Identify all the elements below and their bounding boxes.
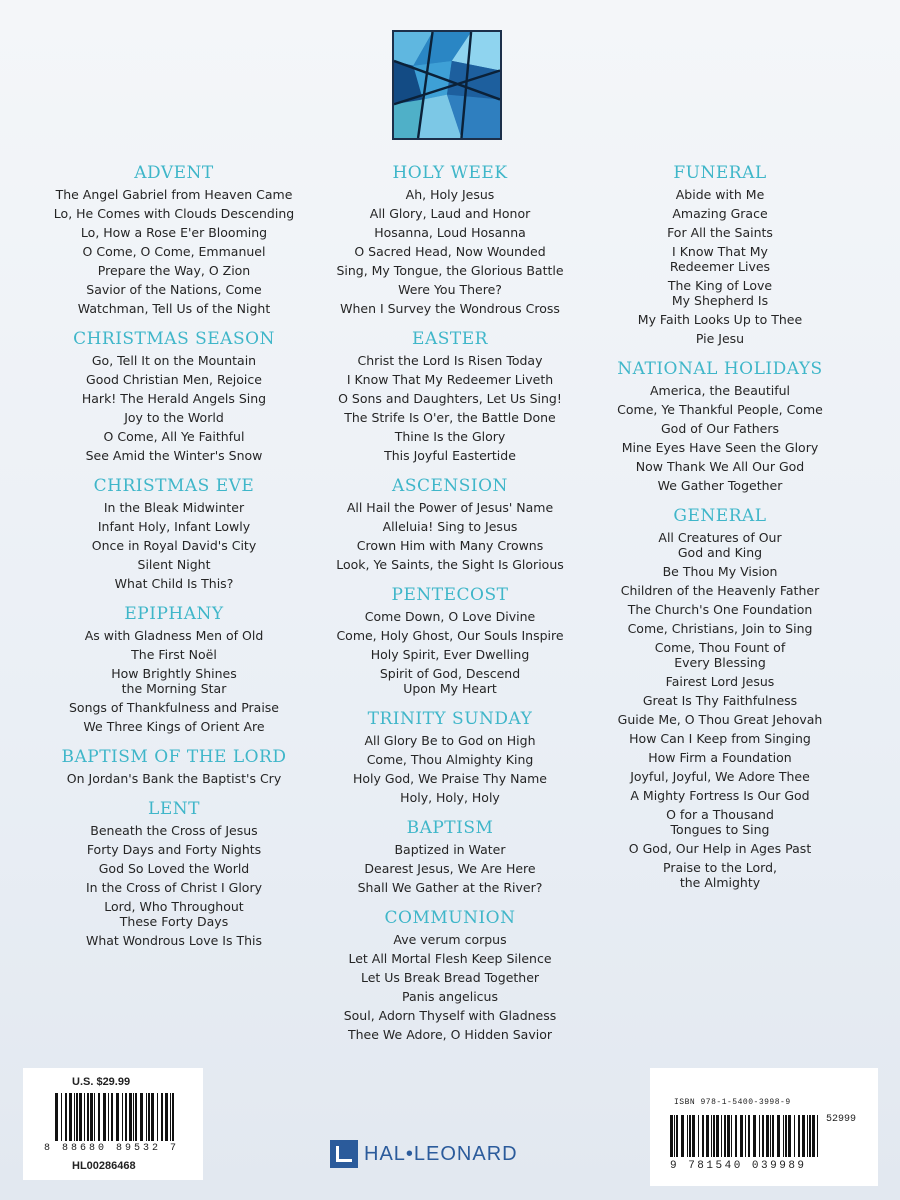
song-title: My Faith Looks Up to Thee (637, 312, 803, 327)
song-title: Holy, Holy, Holy (400, 790, 500, 805)
barcode-bar (731, 1115, 732, 1157)
barcode-bar (724, 1115, 726, 1157)
song-title: Christ the Lord Is Risen Today (357, 353, 543, 368)
song-title: America, the Beautiful (649, 383, 790, 398)
song-title: Look, Ye Saints, the Sight Is Glorious (336, 557, 564, 572)
song-title: When I Survey the Wondrous Cross (340, 301, 560, 316)
song-title: Abide with Me (675, 187, 765, 202)
barcode-bar (702, 1115, 704, 1157)
song-title: Amazing Grace (672, 206, 768, 221)
song-title: Come, Holy Ghost, Our Souls Inspire (336, 628, 564, 643)
barcode-bar (87, 1093, 89, 1141)
publisher-logo (330, 1136, 518, 1172)
song-title: Praise to the Lord, the Almighty (663, 860, 777, 890)
barcode-bar (802, 1115, 805, 1157)
section (29, 162, 319, 318)
song-title: Were You There? (398, 282, 502, 297)
song-title: Songs of Thankfulness and Praise (68, 700, 280, 715)
song-title: Hosanna, Loud Hosanna (374, 225, 526, 240)
column-3 (575, 162, 865, 902)
song-title: Holy Spirit, Ever Dwelling (370, 647, 530, 662)
song-title: The First Noël (131, 647, 217, 662)
barcode-bar (170, 1093, 171, 1141)
song-title: Alleluia! Sing to Jesus (382, 519, 518, 534)
section (29, 746, 319, 788)
barcode-bar (157, 1093, 158, 1141)
song-title: O Come, O Come, Emmanuel (82, 244, 266, 259)
song-title: Once in Royal David's City (91, 538, 257, 553)
barcode-bar (716, 1115, 719, 1157)
song-title: Crown Him with Many Crowns (356, 538, 544, 553)
song-title: O Come, All Ye Faithful (103, 429, 245, 444)
section (305, 584, 595, 698)
song-title: This Joyful Eastertide (384, 448, 516, 463)
barcode-bar (783, 1115, 784, 1157)
song-title: As with Gladness Men of Old (84, 628, 264, 643)
song-title: Joyful, Joyful, We Adore Thee (630, 769, 810, 784)
barcode-bar (674, 1115, 675, 1157)
item-number: HL00286468 (72, 1160, 136, 1172)
song-title: A Mighty Fortress Is Our God (630, 788, 810, 803)
song-title: Guide Me, O Thou Great Jehovah (617, 712, 823, 727)
song-title: Panis angelicus (402, 989, 498, 1004)
section-heading: TRINITY SUNDAY (367, 709, 533, 729)
section-heading: EPIPHANY (124, 604, 224, 624)
barcode-bar (74, 1093, 75, 1141)
song-title: What Wondrous Love Is This (85, 933, 263, 948)
barcode-bar (727, 1115, 730, 1157)
song-title: Holy God, We Praise Thy Name (353, 771, 547, 786)
song-title: The Church's One Foundation (627, 602, 813, 617)
section (29, 475, 319, 593)
song-title: Mine Eyes Have Seen the Glory (621, 440, 819, 455)
barcode-bar (807, 1115, 808, 1157)
barcode-bar (721, 1115, 722, 1157)
song-title: O Sons and Daughters, Let Us Sing! (338, 391, 562, 406)
barcode-bar (676, 1115, 678, 1157)
song-title: How Brightly Shines the Morning Star (111, 666, 237, 696)
barcode-bar (759, 1115, 760, 1157)
section (575, 358, 865, 495)
barcode-bar (98, 1093, 100, 1141)
barcode-bar (713, 1115, 715, 1157)
song-title: Children of the Heavenly Father (620, 583, 820, 598)
barcode-bar (740, 1115, 743, 1157)
song-title: Ave verum corpus (393, 932, 507, 947)
ean-digits: 9 781540 039989 (670, 1160, 807, 1172)
barcode-bar (151, 1093, 154, 1141)
section (305, 907, 595, 1044)
barcode-bar (689, 1115, 691, 1157)
upc-barcode (55, 1093, 175, 1141)
song-title: On Jordan's Bank the Baptist's Cry (66, 771, 282, 786)
section-heading: EASTER (412, 329, 488, 349)
section (305, 708, 595, 807)
section-heading: CHRISTMAS EVE (93, 476, 255, 496)
barcode-bar (794, 1115, 795, 1157)
song-title: Baptized in Water (394, 842, 506, 857)
barcode-bar (706, 1115, 709, 1157)
barcode-bar (111, 1093, 113, 1141)
section-heading: BAPTISM (406, 818, 494, 838)
song-title: How Can I Keep from Singing (629, 731, 811, 746)
isbn-addon-digits: 52999 (826, 1114, 857, 1125)
song-title: Now Thank We All Our God (635, 459, 805, 474)
barcode-bar (698, 1115, 699, 1157)
song-title: God of Our Fathers (660, 421, 779, 436)
isbn: ISBN 978-1-5400-3998-9 (674, 1098, 791, 1107)
song-title: Pie Jesu (695, 331, 745, 346)
song-title: The Angel Gabriel from Heaven Came (55, 187, 293, 202)
column-1 (29, 162, 319, 960)
song-title: All Creatures of Our God and King (658, 530, 782, 560)
barcode-bar (84, 1093, 85, 1141)
song-title: Good Christian Men, Rejoice (86, 372, 262, 387)
song-title: Sing, My Tongue, the Glorious Battle (336, 263, 564, 278)
barcode-bar (133, 1093, 134, 1141)
song-title: Let Us Break Bread Together (360, 970, 540, 985)
section (29, 328, 319, 465)
publisher-name: HAL•LEONARD (364, 1142, 518, 1165)
song-title: I Know That My Redeemer Lives (669, 244, 771, 274)
song-title: Come, Ye Thankful People, Come (617, 402, 823, 417)
section (575, 162, 865, 348)
song-title: Lo, He Comes with Clouds Descending (53, 206, 295, 221)
song-title: We Gather Together (657, 478, 783, 493)
song-title: All Hail the Power of Jesus' Name (346, 500, 554, 515)
barcode-bar (766, 1115, 769, 1157)
section-heading: FUNERAL (673, 163, 767, 183)
barcode-bar (809, 1115, 811, 1157)
song-title: The King of Love My Shepherd Is (667, 278, 773, 308)
song-title: Dearest Jesus, We Are Here (364, 861, 536, 876)
song-title: O Sacred Head, Now Wounded (354, 244, 546, 259)
song-title: All Glory, Laud and Honor (369, 206, 531, 221)
section (29, 798, 319, 950)
barcode-bar (711, 1115, 712, 1157)
song-title: Let All Mortal Flesh Keep Silence (348, 951, 552, 966)
barcode-bar (61, 1093, 62, 1141)
barcode-bar (681, 1115, 684, 1157)
price: U.S. $29.99 (72, 1076, 131, 1088)
song-title: Forty Days and Forty Nights (86, 842, 262, 857)
song-title: Watchman, Tell Us of the Night (77, 301, 271, 316)
hal-leonard-logo-icon (330, 1140, 358, 1168)
song-title: Go, Tell It on the Mountain (91, 353, 257, 368)
section-heading: BAPTISM OF THE LORD (61, 747, 287, 767)
song-title: God So Loved the World (98, 861, 250, 876)
song-title: Come Down, O Love Divine (364, 609, 536, 624)
song-title: O for a Thousand Tongues to Sing (666, 807, 774, 837)
song-title: Spirit of God, Descend Upon My Heart (379, 666, 521, 696)
barcode-bar (79, 1093, 82, 1141)
barcode-bar (745, 1115, 746, 1157)
barcode-bar (798, 1115, 800, 1157)
section (305, 328, 595, 465)
barcode-bar (140, 1093, 143, 1141)
section-heading: ASCENSION (392, 476, 508, 496)
song-title: I Know That My Redeemer Liveth (346, 372, 554, 387)
barcode-bar (94, 1093, 95, 1141)
section-heading: ADVENT (134, 163, 214, 183)
song-title: Come, Thou Fount of Every Blessing (654, 640, 786, 670)
barcode-bar (146, 1093, 147, 1141)
barcode-bar (129, 1093, 132, 1141)
barcode-bar (65, 1093, 67, 1141)
song-title: Great Is Thy Faithfulness (642, 693, 798, 708)
song-title: Savior of the Nations, Come (86, 282, 262, 297)
section-heading: LENT (148, 799, 200, 819)
barcode-bar (108, 1093, 109, 1141)
section (29, 603, 319, 736)
song-title: Joy to the World (124, 410, 224, 425)
section-heading: COMMUNION (384, 908, 516, 928)
barcode-bar (687, 1115, 688, 1157)
section (575, 505, 865, 892)
song-title: Ah, Holy Jesus (405, 187, 495, 202)
section-heading: NATIONAL HOLIDAYS (617, 359, 823, 379)
song-title: Fairest Lord Jesus (665, 674, 775, 689)
barcode-bar (135, 1093, 137, 1141)
barcode-bar (785, 1115, 787, 1157)
column-2 (305, 162, 595, 1054)
barcode-bar (770, 1115, 771, 1157)
song-title: Thee We Adore, O Hidden Savior (347, 1027, 552, 1042)
barcode-bar (777, 1115, 780, 1157)
song-title: O God, Our Help in Ages Past (628, 841, 812, 856)
song-title: Lord, Who Throughout These Forty Days (104, 899, 244, 929)
barcode-bar (748, 1115, 750, 1157)
song-title: We Three Kings of Orient Are (83, 719, 265, 734)
barcode-bar (812, 1115, 815, 1157)
song-title: In the Cross of Christ I Glory (86, 880, 262, 895)
song-title: The Strife Is O'er, the Battle Done (344, 410, 556, 425)
song-title: Shall We Gather at the River? (357, 880, 543, 895)
song-title: How Firm a Foundation (648, 750, 792, 765)
barcode-bar (165, 1093, 168, 1141)
barcode-bar (788, 1115, 791, 1157)
song-title: All Glory Be to God on High (364, 733, 536, 748)
section-heading: HOLY WEEK (392, 163, 508, 183)
barcode-bar (76, 1093, 78, 1141)
section-heading: PENTECOST (391, 585, 509, 605)
barcode-bar (161, 1093, 163, 1141)
barcode-bar (817, 1115, 818, 1157)
barcode-bar (69, 1093, 72, 1141)
song-title: Lo, How a Rose E'er Blooming (80, 225, 268, 240)
section-heading: GENERAL (673, 506, 767, 526)
song-title: In the Bleak Midwinter (103, 500, 245, 515)
barcode-bar (122, 1093, 123, 1141)
song-title: What Child Is This? (114, 576, 234, 591)
barcode-bar (125, 1093, 127, 1141)
song-title: Come, Thou Almighty King (366, 752, 534, 767)
barcode-bar (103, 1093, 106, 1141)
song-title: Beneath the Cross of Jesus (90, 823, 258, 838)
song-title: Soul, Adorn Thyself with Gladness (343, 1008, 557, 1023)
cover-art-stained-glass (392, 30, 502, 140)
barcode-bar (762, 1115, 764, 1157)
song-title: Thine Is the Glory (394, 429, 506, 444)
song-title: See Amid the Winter's Snow (85, 448, 263, 463)
section (305, 817, 595, 897)
barcode-bar (116, 1093, 119, 1141)
barcode-bar (753, 1115, 756, 1157)
section-heading: CHRISTMAS SEASON (73, 329, 275, 349)
barcode-bar (735, 1115, 737, 1157)
song-title: Be Thou My Vision (662, 564, 778, 579)
section (305, 162, 595, 318)
barcode-bar (55, 1093, 58, 1141)
section (305, 475, 595, 574)
song-title: Silent Night (137, 557, 211, 572)
isbn-barcode (670, 1115, 820, 1157)
barcode-bar (772, 1115, 774, 1157)
song-title: Prepare the Way, O Zion (97, 263, 251, 278)
barcode-bar (670, 1115, 673, 1157)
song-title: Hark! The Herald Angels Sing (81, 391, 267, 406)
barcode-bar (148, 1093, 150, 1141)
barcode-bar (692, 1115, 695, 1157)
barcode-bar (90, 1093, 93, 1141)
upc-digits: 8 88680 89532 7 (44, 1143, 180, 1154)
song-title: Come, Christians, Join to Sing (627, 621, 813, 636)
song-title: For All the Saints (667, 225, 773, 240)
song-title: Infant Holy, Infant Lowly (97, 519, 251, 534)
barcode-bar (172, 1093, 174, 1141)
